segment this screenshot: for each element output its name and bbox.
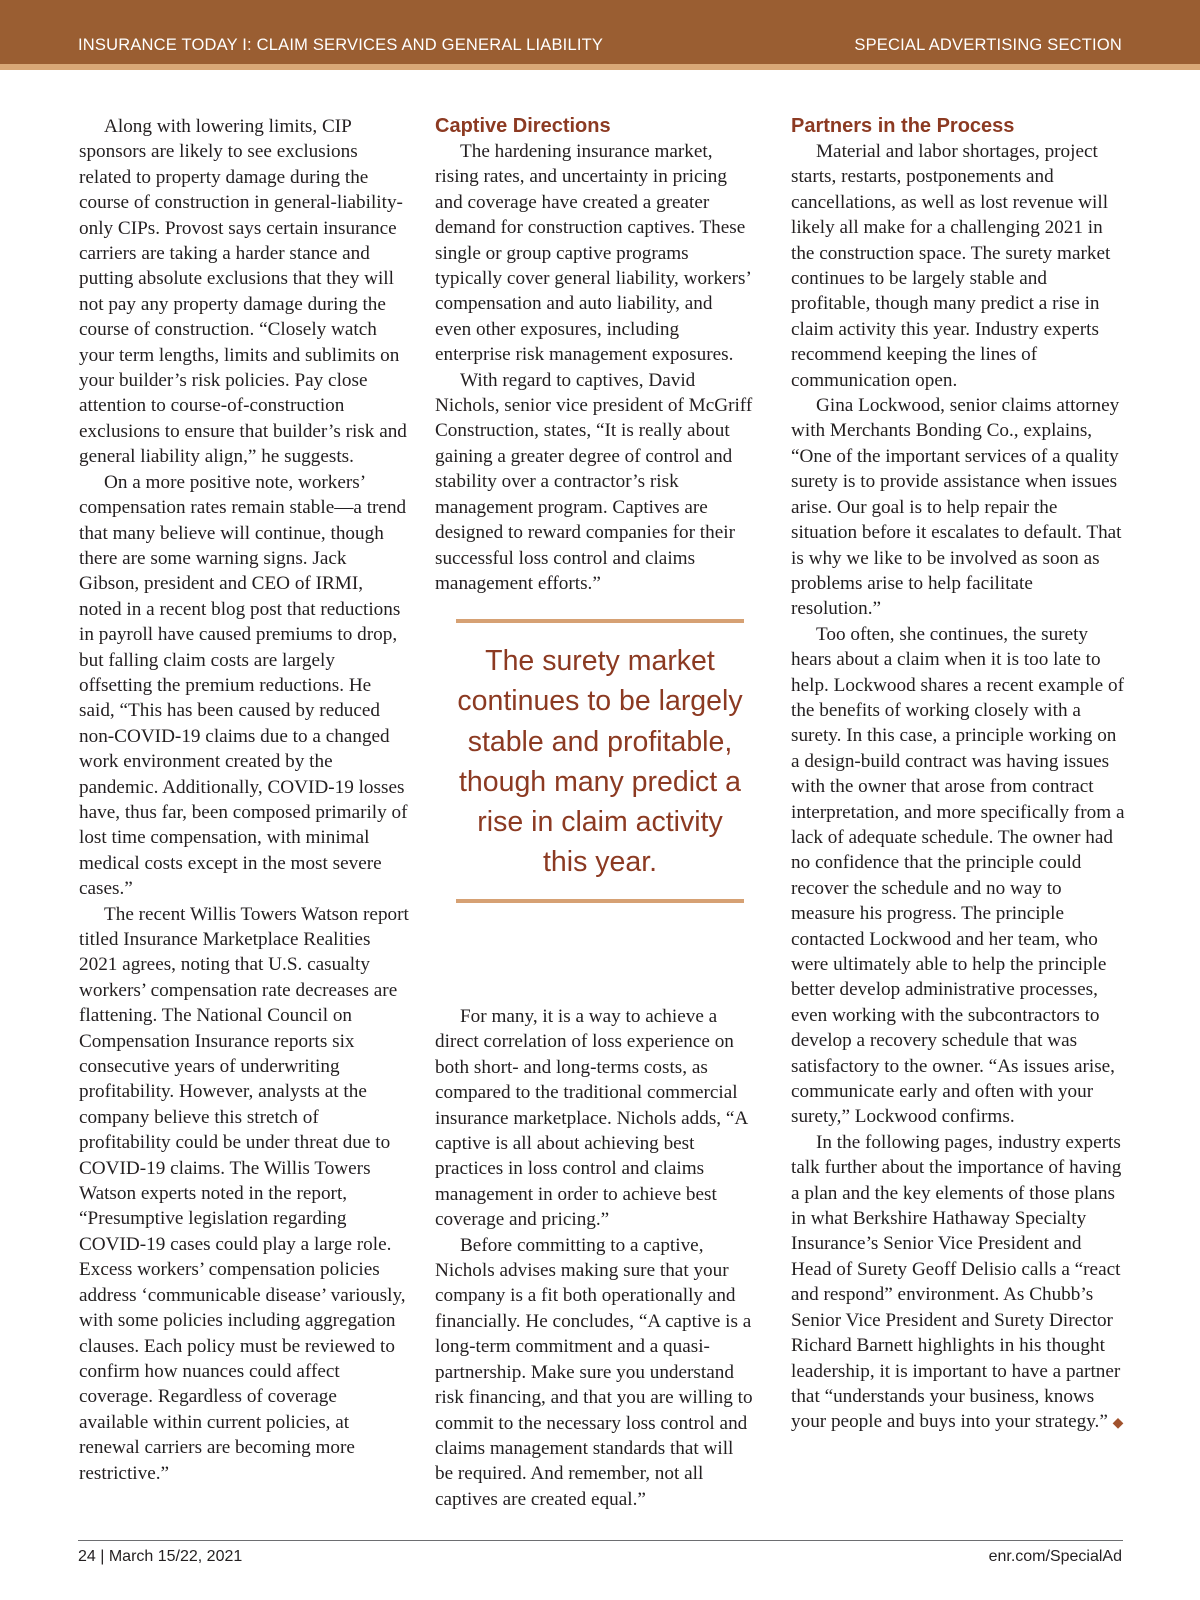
pull-quote-text: The surety market continues to be largely stable and profitable, though many predict a rise in claim activity this year.	[457, 645, 743, 879]
footer-url: enr.com/SpecialAd	[988, 1548, 1122, 1565]
header-advertising-label: SPECIAL ADVERTISING SECTION	[854, 36, 1122, 54]
pull-quote-top-rule	[456, 619, 744, 623]
body-paragraph: Gina Lockwood, senior claims attorney with Merchants Bonding Co., explains, “One of the important services of a quality surety is to provide assistance when issues arise. Our goal is to help repair the situation before it escalates to default. That is why we like to be involved as soon as problems arise to help facilitate resolution.”	[791, 395, 1122, 620]
article-column-2-continued	[435, 1004, 753, 1512]
section-heading-partners-in-the-process: Partners in the Process	[791, 115, 1015, 137]
body-paragraph: Before committing to a captive, Nichols advises making sure that your company is a fit both operationally and financially. He concludes, “A captive is a long-term commitment and a quasi-partnership. Make sure you understand risk financing, and that you are willing to commit to the necessary loss control and claims management standards that will be required. And remember, not all captives are created equal.”	[435, 1234, 753, 1510]
body-paragraph: The hardening insurance market, rising rates, and uncertainty in pricing and coverage have created a greater demand for construction captives. These single or group captive programs typically cover general liability, workers’ compensation and auto liability, and even other exposures, including enterprise risk management exposures.	[435, 141, 751, 366]
end-of-article-diamond-icon: ◆	[1112, 1416, 1124, 1432]
article-column-1	[79, 114, 410, 1486]
body-paragraph: Material and labor shortages, project starts, restarts, postponements and cancellations, as well as lost revenue will likely all make for a challenging 2021 in the construction space. The surety market continues to be largely stable and profitable, though many predict a rise in claim activity this year. Industry experts recommend keeping the lines of communication open.	[791, 141, 1111, 391]
body-paragraph-final	[791, 1130, 1126, 1437]
final-paragraph-text: In the following pages, industry experts talk further about the importance of having a plan and the key elements of those plans in what Berkshire Hathaway Specialty Insurance’s Senior Vice President and Head of Surety Geoff Delisio calls a “react and respond” environment. As Chubb’s Senior Vice President and Surety Director Richard Barnett highlights in his thought leadership, it is important to have a partner that “understands your business, knows your people and buys into your strategy.”	[791, 1131, 1122, 1433]
header-section-title: INSURANCE TODAY I: CLAIM SERVICES AND GENERAL LIABILITY	[78, 36, 604, 54]
header-accent-rule	[0, 64, 1200, 70]
pull-quote-bottom-rule	[456, 899, 744, 903]
article-column-3	[791, 114, 1126, 1437]
pull-quote	[456, 619, 744, 903]
article-column-2	[435, 114, 753, 596]
section-header-bar	[0, 0, 1200, 64]
section-heading-captive-directions: Captive Directions	[435, 115, 611, 137]
body-paragraph: On a more positive note, workers’ compensation rates remain stable—a trend that many believe will continue, though there are some warning signs. Jack Gibson, president and CEO of IRMI, noted in a recent blog post that reductions in payroll have caused premiums to drop, but falling claim costs are largely offsetting the premium reductions. He said, “This has been caused by reduced non-COVID-19 claims due to a changed work environment created by the pandemic. Additionally, COVID-19 losses have, thus far, been composed primarily of lost time compensation, with minimal medical costs except in the most severe cases.”	[79, 471, 408, 900]
footer-page-number-and-date: 24 | March 15/22, 2021	[78, 1548, 243, 1565]
body-paragraph: For many, it is a way to achieve a direct correlation of loss experience on both short- and long-terms costs, as compared to the traditional commercial insurance marketplace. Nichols adds, “A captive is all about achieving best practices in loss control and claims management in order to achieve best coverage and pricing.”	[435, 1006, 748, 1231]
body-paragraph: Too often, she continues, the surety hears about a claim when it is too late to help. Lockwood shares a recent example of the benefits of working closely with a surety. In this case, a principle working on a design-build contract was having issues with the owner that arose from contract interpretation, and more specifically from a lack of adequate schedule. The owner had no confidence that the principle could recover the schedule and no way to measure his progress. The principle contacted Lockwood and her team, who were ultimately able to help the principle better develop administrative processes, even working with the subcontractors to develop a recovery schedule that was satisfactory to the owner. “As issues arise, communicate early and often with your surety,” Lockwood confirms.	[791, 623, 1125, 1128]
footer-rule	[78, 1540, 1123, 1541]
body-paragraph: With regard to captives, David Nichols, senior vice president of McGriff Construction, states, “It is really about gaining a greater degree of control and stability over a contractor’s risk management program. Captives are designed to reward companies for their successful loss control and claims management efforts.”	[435, 369, 753, 594]
body-paragraph: The recent Willis Towers Watson report titled Insurance Marketplace Realities 2021 agrees, noting that U.S. casualty workers’ compensation rate decreases are flattening. The National Council on Compensation Insurance reports six consecutive years of underwriting profitability. However, analysts at the company believe this stretch of profitability could be under threat due to COVID-19 claims. The Willis Towers Watson experts noted in the report, “Presumptive legislation regarding COVID-19 cases could play a large role. Excess workers’ compensation policies address ‘communicable disease’ variously, with some policies including aggregation clauses. Each policy must be reviewed to confirm how nuances could affect coverage. Regardless of coverage available within current policies, at renewal carriers are becoming more restrictive.”	[79, 903, 409, 1484]
body-paragraph: Along with lowering limits, CIP sponsors are likely to see exclusions related to property damage during the course of construction in general-liability-only CIPs. Provost says certain insurance carriers are taking a harder stance and putting absolute exclusions that they will not pay any property damage during the course of construction. “Closely watch your term lengths, limits and sublimits on your builder’s risk policies. Pay close attention to course-of-construction exclusions to ensure that builder’s risk and general liability align,” he suggests.	[79, 116, 407, 468]
